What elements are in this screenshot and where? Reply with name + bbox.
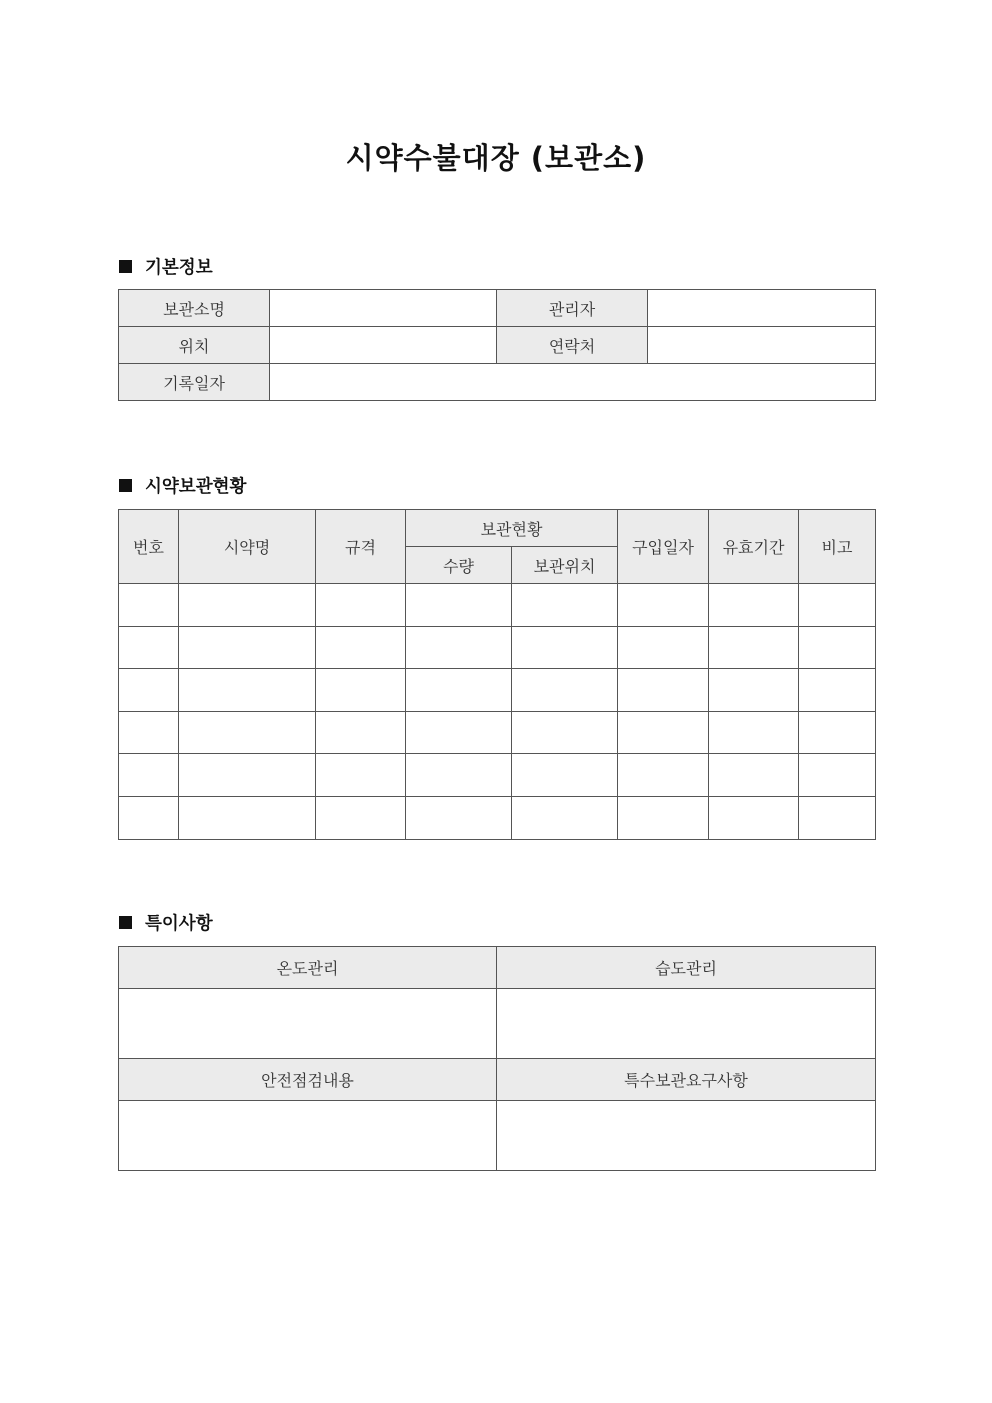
spec-cell[interactable] bbox=[316, 754, 406, 797]
purchase-date-cell[interactable] bbox=[618, 626, 709, 669]
special-storage-label: 특수보관요구사항 bbox=[497, 1059, 876, 1101]
quantity-cell[interactable] bbox=[406, 626, 512, 669]
record-date-label: 기록일자 bbox=[119, 364, 270, 401]
location-label: 위치 bbox=[119, 327, 270, 364]
basic-info-table bbox=[118, 289, 876, 401]
remarks-cell[interactable] bbox=[799, 669, 876, 712]
spec-cell[interactable] bbox=[316, 796, 406, 839]
column-header-reagent-name: 시약명 bbox=[179, 510, 316, 584]
table-row bbox=[119, 327, 876, 364]
notes-table bbox=[118, 946, 876, 1171]
quantity-cell[interactable] bbox=[406, 754, 512, 797]
table-row bbox=[119, 1101, 876, 1171]
quantity-cell[interactable] bbox=[406, 711, 512, 754]
remarks-cell[interactable] bbox=[799, 584, 876, 627]
column-header-remarks: 비고 bbox=[799, 510, 876, 584]
storage-location-cell[interactable] bbox=[512, 711, 618, 754]
reagent-name-cell[interactable] bbox=[179, 669, 316, 712]
number-cell[interactable] bbox=[119, 584, 179, 627]
column-header-number: 번호 bbox=[119, 510, 179, 584]
storage-name-field[interactable] bbox=[270, 290, 497, 327]
black-square-icon bbox=[119, 479, 132, 492]
expiry-cell[interactable] bbox=[709, 796, 799, 839]
expiry-cell[interactable] bbox=[709, 711, 799, 754]
section-heading-basic bbox=[119, 254, 213, 279]
table-row bbox=[119, 364, 876, 401]
reagent-name-cell[interactable] bbox=[179, 711, 316, 754]
table-row bbox=[119, 584, 876, 627]
table-row bbox=[119, 754, 876, 797]
table-header-row bbox=[119, 510, 876, 547]
storage-location-cell[interactable] bbox=[512, 669, 618, 712]
column-header-storage-location: 보관위치 bbox=[512, 547, 618, 584]
number-cell[interactable] bbox=[119, 711, 179, 754]
expiry-cell[interactable] bbox=[709, 669, 799, 712]
remarks-cell[interactable] bbox=[799, 754, 876, 797]
purchase-date-cell[interactable] bbox=[618, 711, 709, 754]
storage-location-cell[interactable] bbox=[512, 626, 618, 669]
column-header-spec: 규격 bbox=[316, 510, 406, 584]
section-heading-notes-label: 특이사항 bbox=[145, 914, 213, 934]
section-heading-notes bbox=[119, 910, 213, 935]
purchase-date-cell[interactable] bbox=[618, 796, 709, 839]
table-row bbox=[119, 1059, 876, 1101]
number-cell[interactable] bbox=[119, 626, 179, 669]
page-title: 시약수불대장 (보관소) bbox=[345, 141, 647, 175]
reagent-name-cell[interactable] bbox=[179, 626, 316, 669]
black-square-icon bbox=[119, 260, 132, 273]
purchase-date-cell[interactable] bbox=[618, 669, 709, 712]
expiry-cell[interactable] bbox=[709, 754, 799, 797]
reagent-storage-table bbox=[118, 509, 876, 840]
column-header-expiry: 유효기간 bbox=[709, 510, 799, 584]
manager-label: 관리자 bbox=[497, 290, 648, 327]
special-storage-field[interactable] bbox=[497, 1101, 876, 1171]
reagent-name-cell[interactable] bbox=[179, 796, 316, 839]
table-row bbox=[119, 711, 876, 754]
location-field[interactable] bbox=[270, 327, 497, 364]
reagent-name-cell[interactable] bbox=[179, 754, 316, 797]
table-row bbox=[119, 796, 876, 839]
table-row bbox=[119, 290, 876, 327]
purchase-date-cell[interactable] bbox=[618, 584, 709, 627]
storage-location-cell[interactable] bbox=[512, 796, 618, 839]
expiry-cell[interactable] bbox=[709, 584, 799, 627]
storage-location-cell[interactable] bbox=[512, 584, 618, 627]
spec-cell[interactable] bbox=[316, 626, 406, 669]
column-header-quantity: 수량 bbox=[406, 547, 512, 584]
black-square-icon bbox=[119, 916, 132, 929]
remarks-cell[interactable] bbox=[799, 711, 876, 754]
number-cell[interactable] bbox=[119, 669, 179, 712]
section-heading-storage bbox=[119, 473, 246, 498]
quantity-cell[interactable] bbox=[406, 584, 512, 627]
table-row bbox=[119, 626, 876, 669]
table-row bbox=[119, 669, 876, 712]
spec-cell[interactable] bbox=[316, 669, 406, 712]
record-date-field[interactable] bbox=[270, 364, 876, 401]
number-cell[interactable] bbox=[119, 796, 179, 839]
number-cell[interactable] bbox=[119, 754, 179, 797]
safety-check-label: 안전점검내용 bbox=[119, 1059, 497, 1101]
column-header-purchase-date: 구입일자 bbox=[618, 510, 709, 584]
manager-field[interactable] bbox=[648, 290, 876, 327]
expiry-cell[interactable] bbox=[709, 626, 799, 669]
spec-cell[interactable] bbox=[316, 584, 406, 627]
storage-name-label: 보관소명 bbox=[119, 290, 270, 327]
section-heading-storage-label: 시약보관현황 bbox=[145, 477, 247, 497]
safety-check-field[interactable] bbox=[119, 1101, 497, 1171]
contact-field[interactable] bbox=[648, 327, 876, 364]
table-row bbox=[119, 989, 876, 1059]
temperature-label: 온도관리 bbox=[119, 947, 497, 989]
quantity-cell[interactable] bbox=[406, 669, 512, 712]
humidity-label: 습도관리 bbox=[497, 947, 876, 989]
purchase-date-cell[interactable] bbox=[618, 754, 709, 797]
reagent-name-cell[interactable] bbox=[179, 584, 316, 627]
remarks-cell[interactable] bbox=[799, 796, 876, 839]
temperature-field[interactable] bbox=[119, 989, 497, 1059]
contact-label: 연락처 bbox=[497, 327, 648, 364]
humidity-field[interactable] bbox=[497, 989, 876, 1059]
table-row bbox=[119, 947, 876, 989]
storage-location-cell[interactable] bbox=[512, 754, 618, 797]
spec-cell[interactable] bbox=[316, 711, 406, 754]
remarks-cell[interactable] bbox=[799, 626, 876, 669]
column-header-storage-status: 보관현황 bbox=[406, 510, 618, 547]
quantity-cell[interactable] bbox=[406, 796, 512, 839]
section-heading-basic-label: 기본정보 bbox=[145, 258, 213, 278]
